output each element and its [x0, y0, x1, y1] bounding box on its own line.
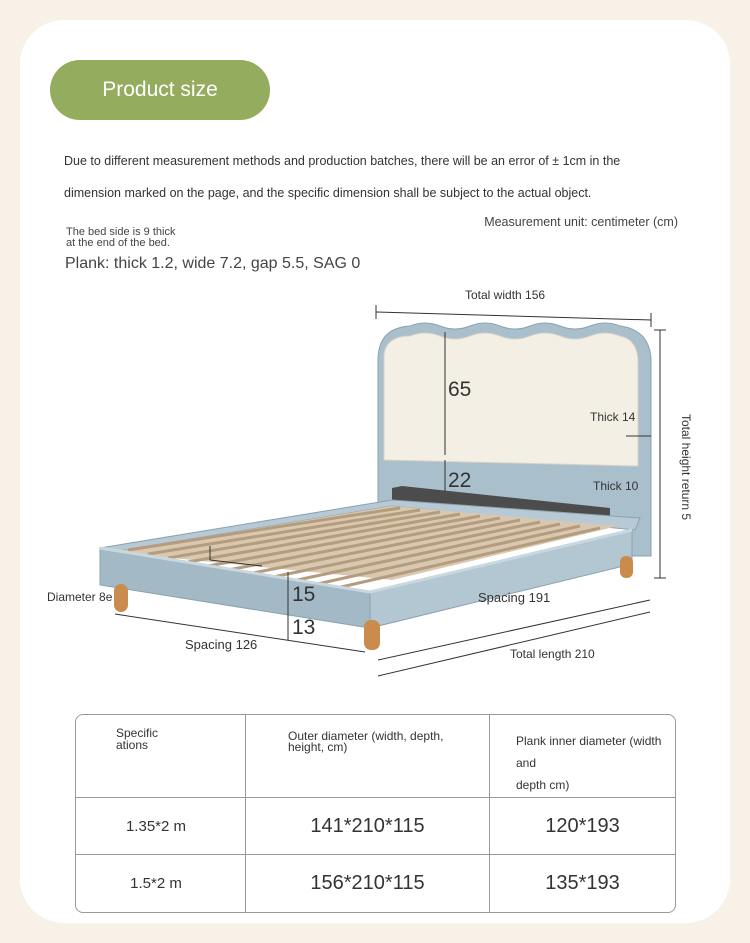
page-title: Product size — [102, 78, 218, 101]
row-1-outer: 141*210*115 — [246, 798, 490, 855]
size-table — [75, 714, 676, 913]
label-frame-height: 15 — [292, 583, 316, 606]
row-1-inner: 120*193 — [490, 798, 675, 855]
bed-side-note-line-2: at the end of the bed. — [66, 237, 170, 249]
note-line-1: Due to different measurement methods and production batches, there will be an error of ± 1cm in the — [64, 154, 621, 168]
header-outer-line-2: height, cm) — [288, 740, 348, 754]
label-diameter: Diameter 8e — [47, 590, 113, 604]
label-total-width: Total width 156 — [465, 288, 546, 302]
header-specifications-line-2: ations — [116, 738, 149, 752]
leg-front-right — [364, 620, 380, 650]
note-line-2: dimension marked on the page, and the specific dimension shall be subject to the actual object. — [64, 186, 592, 200]
header-inner-line-1: Plank inner diameter (width and — [516, 734, 662, 770]
table-row — [76, 798, 675, 855]
label-leg-height: 13 — [292, 616, 316, 639]
label-thick-14: Thick 14 — [590, 410, 636, 424]
header-inner-line-2: depth cm) — [516, 778, 570, 792]
label-headboard-height: 65 — [448, 378, 472, 401]
row-1-spec: 1.35*2 m — [76, 798, 246, 855]
label-spacing-length: Spacing 191 — [478, 590, 551, 605]
row-2-outer: 156*210*115 — [246, 855, 490, 912]
header-plank-inner-diameter — [490, 715, 675, 798]
row-2-spec: 1.5*2 m — [76, 855, 246, 912]
label-total-length: Total length 210 — [510, 647, 595, 661]
measurement-unit: Measurement unit: centimeter (cm) — [484, 215, 678, 229]
label-spacing-width: Spacing 126 — [185, 637, 258, 652]
plank-spec: Plank: thick 1.2, wide 7.2, gap 5.5, SAG 0 — [65, 255, 361, 272]
table-row — [76, 855, 675, 912]
bed-side-note-line-1: The bed side is 9 thick — [66, 226, 176, 238]
row-2-inner: 135*193 — [545, 872, 620, 894]
table-header-row — [76, 715, 675, 798]
header-specifications — [76, 715, 246, 798]
header-outer-line-1: Outer diameter (width, depth, — [288, 729, 444, 743]
headboard-cushion — [384, 333, 638, 466]
label-thick-10: Thick 10 — [593, 479, 639, 493]
leg-back-right — [620, 556, 633, 578]
header-outer-diameter — [246, 715, 490, 798]
label-total-height: Total height return 5 — [679, 414, 693, 521]
header-specifications-line-1: Specific — [116, 726, 159, 740]
label-headboard-gap: 22 — [448, 469, 472, 492]
leg-front-left — [114, 584, 128, 612]
